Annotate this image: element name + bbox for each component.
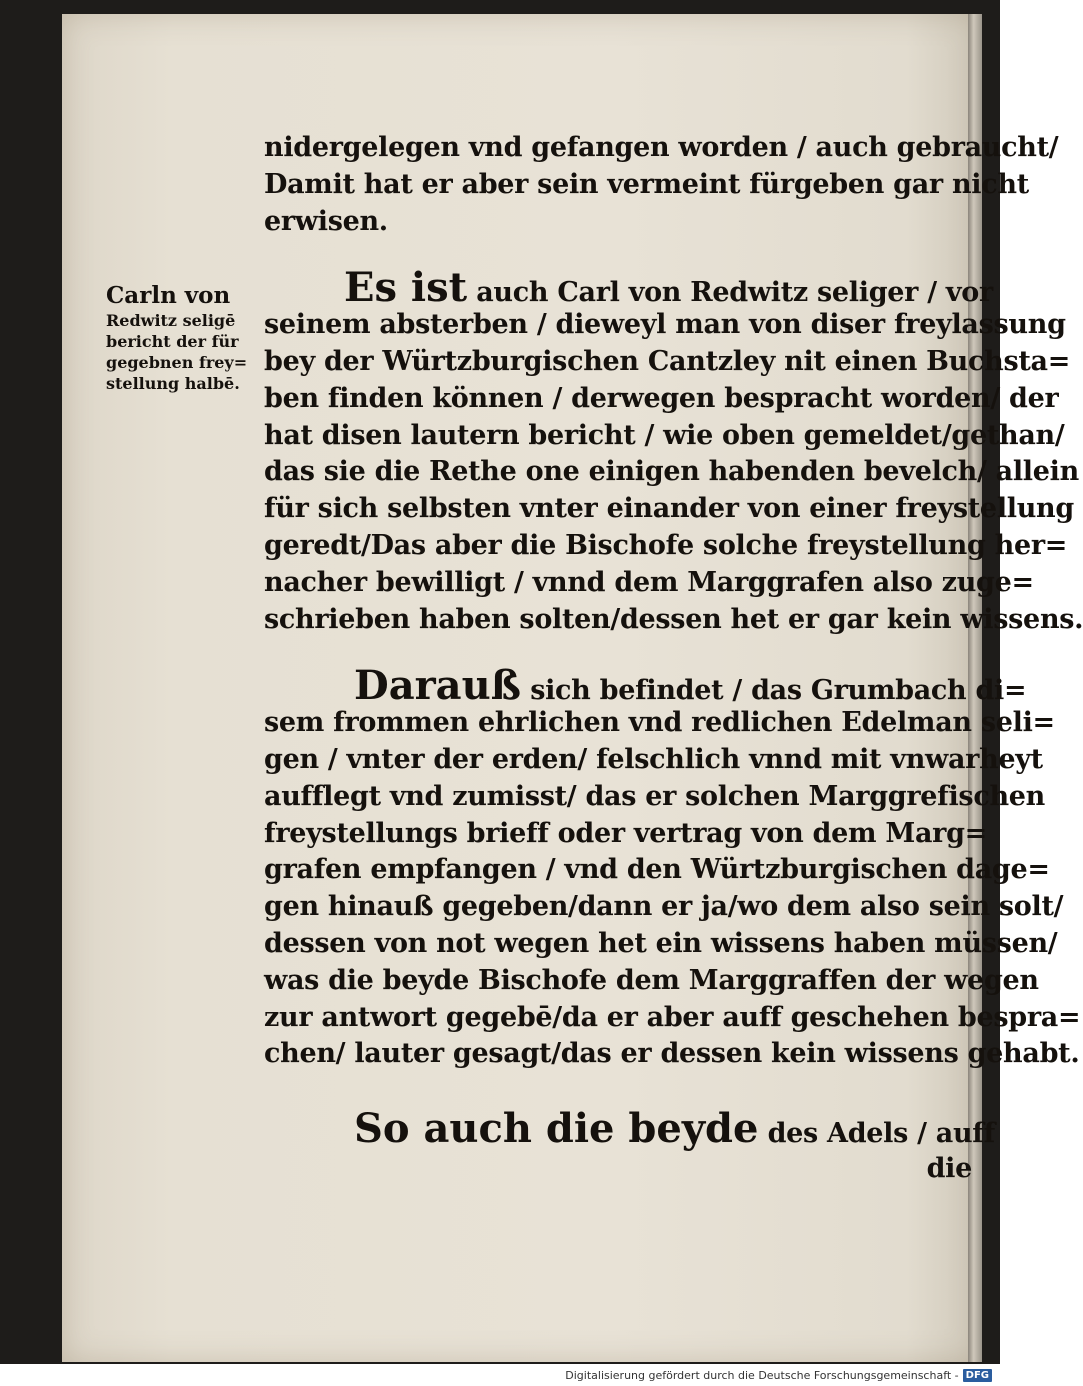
text-line: aufflegt vnd zumisst/ das er solchen Marggrefischen — [264, 780, 1046, 812]
text-line-tail: des Adels / auff — [767, 1118, 995, 1150]
catchword: die — [926, 1153, 972, 1185]
footer-bar — [0, 1364, 1000, 1386]
drop-words: Darauß — [354, 662, 522, 710]
text-line: bey der Würtzburgischen Cantzley nit einen Buchsta= — [264, 345, 1071, 377]
text-line: erwisen. — [264, 205, 388, 237]
dfg-logo: DFG — [963, 1369, 992, 1382]
paragraph-start — [264, 1105, 995, 1153]
text-line: sem frommen ehrlichen vnd redlichen Edelman seli= — [264, 707, 1055, 739]
text-line: das sie die Rethe one einigen habenden bevelch/ allein — [264, 456, 1079, 488]
margin-note-line: bericht der für — [106, 332, 239, 351]
margin-note — [106, 282, 266, 394]
margin-note-line: stellung halbē. — [106, 374, 240, 393]
footer-credit: Digitalisierung gefördert durch die Deutsche Forschungsgemeinschaft - — [565, 1368, 959, 1382]
text-line: Damit hat er aber sein vermeint fürgeben gar nicht — [264, 168, 1029, 200]
text-line: grafen empfangen / vnd den Würtzburgischen dage= — [264, 854, 1050, 886]
text-line: hat disen lautern bericht / wie oben gemeldet/gethan/ — [264, 419, 1065, 451]
text-line: dessen von not wegen het ein wissens haben müssen/ — [264, 927, 1058, 959]
text-line: was die beyde Bischofe dem Marggraffen der wegen — [264, 964, 1039, 996]
drop-words: So auch die beyde — [354, 1105, 759, 1153]
text-line: ben finden können / derwegen bespracht worden/ der — [264, 382, 1059, 414]
text-line: gen hinauß gegeben/dann er ja/wo dem also sein solt/ — [264, 891, 1064, 923]
text-line: gen / vnter der erden/ felschlich vnnd mit vnwarheyt — [264, 743, 1043, 775]
text-line: chen/ lauter gesagt/das er dessen kein wissens gehabt. — [264, 1038, 1080, 1070]
text-line: nacher bewilligt / vnnd dem Marggrafen also zuge= — [264, 566, 1034, 598]
text-line: für sich selbsten vnter einander von einer freystellung — [264, 493, 1074, 525]
margin-note-line: Redwitz seligē — [106, 311, 236, 330]
margin-note-title: Carln von — [106, 282, 231, 309]
text-line: seinem absterben / dieweyl man von diser freylassung — [264, 309, 1066, 341]
text-line: nidergelegen vnd gefangen worden / auch gebraucht/ — [264, 132, 1059, 163]
margin-note-line: gegebnen frey= — [106, 353, 248, 372]
text-line-tail: auch Carl von Redwitz seliger / vor — [476, 277, 993, 309]
paragraph-start — [264, 662, 1027, 710]
text-line: freystellungs brieff oder vertrag von dem Marg= — [264, 817, 987, 849]
text-line: zur antwort gegebē/da er aber auff geschehen bespra= — [264, 1001, 1081, 1033]
drop-words: Es ist — [344, 264, 468, 312]
body-text — [264, 130, 1083, 1188]
text-line-tail: sich befindet / das Grumbach di= — [530, 675, 1027, 707]
text-line: geredt/Das aber die Bischofe solche freystellung her= — [264, 529, 1068, 561]
paragraph-start — [264, 264, 993, 312]
text-line: schrieben haben solten/dessen het er gar kein wissens. — [264, 603, 1083, 635]
